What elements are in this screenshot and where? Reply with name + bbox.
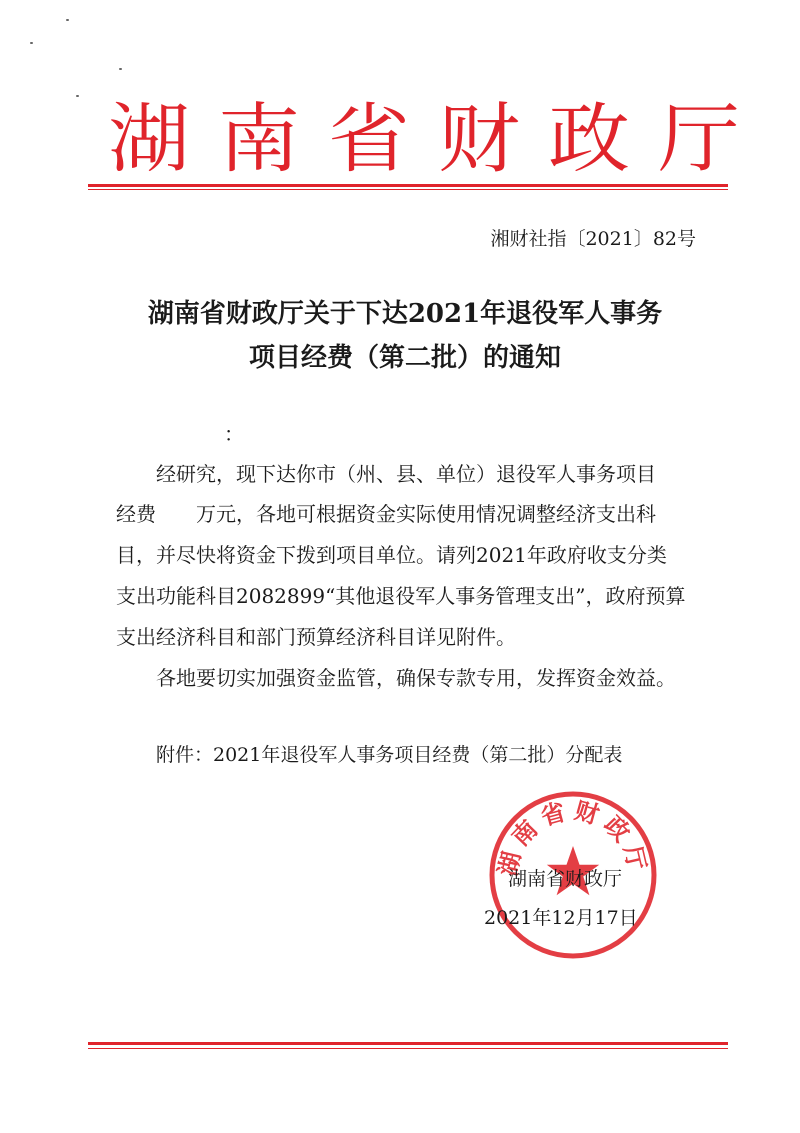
body-paragraph-line: 经研究，现下达你市（州、县、单位）退役军人事务项目	[156, 462, 656, 486]
body-paragraph-line: 目，并尽快将资金下拨到项目单位。请列2021年政府收支分类	[116, 543, 667, 567]
scan-speck	[119, 68, 122, 70]
scan-speck	[76, 95, 79, 97]
scan-speck	[66, 19, 69, 21]
addressee: ：	[224, 422, 244, 446]
signing-date: 2021年12月17日	[484, 907, 638, 929]
signer-name: 湖南省财政厅	[508, 868, 623, 890]
body-paragraph-line: 支出功能科目2082899“其他退役军人事务管理支出”，政府预算	[116, 584, 686, 608]
document-number: 湘财社指〔2021〕82号	[490, 228, 696, 250]
document-title-line-2: 项目经费（第二批）的通知	[248, 343, 561, 373]
seal-text: 湖南省财政厅	[493, 796, 653, 879]
body-paragraph-line: 经费 万元，各地可根据资金实际使用情况调整经济支出科	[116, 502, 656, 526]
scan-speck	[30, 42, 33, 44]
footer-rule-bottom	[88, 1048, 728, 1049]
letterhead-org-name: 湖南省财政厅	[108, 95, 769, 184]
attachment-note: 附件：2021年退役军人事务项目经费（第二批）分配表	[156, 744, 623, 766]
footer-rule-top	[88, 1042, 728, 1045]
letterhead-rule-top	[88, 184, 728, 187]
body-paragraph-2: 各地要切实加强资金监管，确保专款专用，发挥资金效益。	[156, 666, 676, 690]
document-title	[90, 292, 720, 380]
body-paragraph-line: 支出经济科目和部门预算经济科目详见附件。	[116, 625, 516, 649]
document-title-line-1: 湖南省财政厅关于下达2021年退役军人事务	[147, 299, 663, 329]
letterhead-rule-bottom	[88, 189, 728, 190]
